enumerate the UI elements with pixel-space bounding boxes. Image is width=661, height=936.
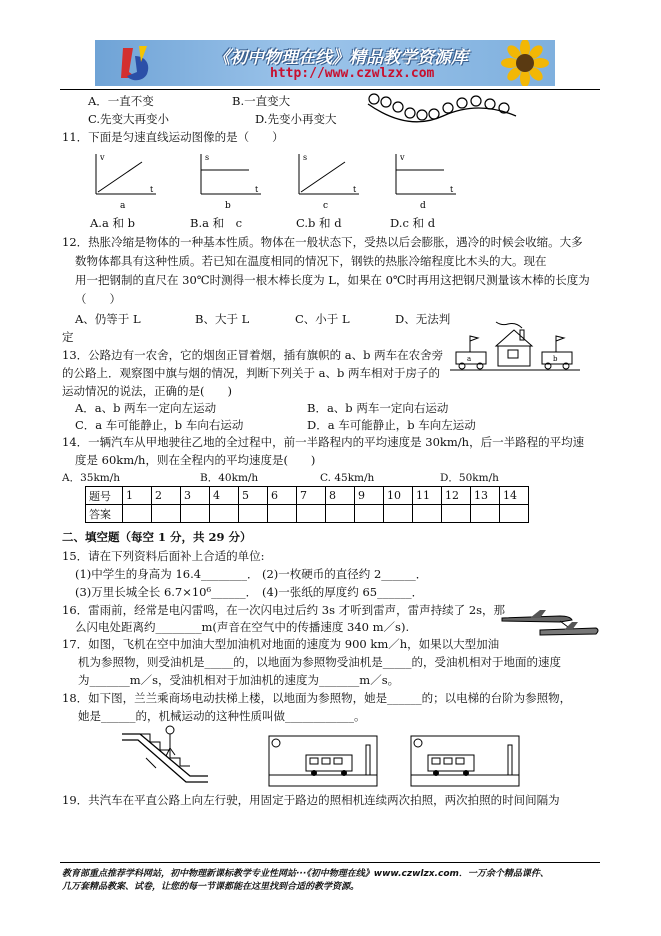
q12-line3: 用一把钢制的直尺在 30℃时测得一根木棒长度为 L，如果在 0℃时再用这把钢尺测量该木棒的长度为 — [75, 273, 590, 287]
q11-graph-c — [293, 150, 363, 212]
escalator-figure — [120, 724, 210, 786]
answer-cell[interactable] — [239, 505, 268, 523]
footer-line1: 教育部重点推荐学科网站，初中物理新课标教学专业性网站···《初中物理在线》www.czwlzx.com．一万余个精品课件、 — [62, 869, 549, 879]
q16-line2: 么闪电处距离约________m(声音在空气中的传播速度 340 m／s). — [75, 620, 410, 634]
answer-cell[interactable] — [442, 505, 471, 523]
q10-option-d: D.先变小再变大 — [255, 112, 337, 126]
q14-option-b: B．40km/h — [200, 472, 259, 484]
q14-option-a: A．35km/h — [62, 472, 121, 484]
q16-line1: 16．雷雨前，经常是电闪雷鸣，在一次闪电过后约 3s 才听到雷声，雷声持续了 2s，那 — [62, 603, 506, 617]
q11-graph-d — [390, 150, 460, 212]
answer-table-number: 13 — [471, 487, 500, 505]
q15-item3: (3)万里长城全长 6.7×10⁶______． — [75, 585, 258, 599]
answer-cell[interactable] — [326, 505, 355, 523]
logo-icon — [115, 42, 155, 86]
q11-graph-a-axis: v — [100, 153, 105, 162]
answer-cell[interactable] — [384, 505, 413, 523]
answer-cell[interactable] — [210, 505, 239, 523]
answer-cell[interactable] — [500, 505, 529, 523]
q19-line1: 19．共汽车在平直公路上向左行驶，用固定于路边的照相机连续两次拍照，两次拍照的时间间隔为 — [62, 793, 560, 807]
header-rule — [60, 89, 600, 90]
q14-line2: 度是 60km/h，则在全程内的平均速度是( ) — [75, 453, 316, 467]
q12-option-b: B、大于 L — [195, 312, 250, 326]
q17-line1: 17．如图，飞机在空中加油大型加油机对地面的速度为 900 km／h，如果以大型加油 — [62, 637, 500, 651]
q13-option-d: D．a 车可能静止，b 车向左运动 — [307, 418, 476, 432]
q10-option-c: C.先变大再变小 — [88, 112, 170, 126]
q13-car-b-label: b — [553, 355, 558, 363]
q11-graph-c-axis: s — [303, 153, 308, 162]
roller-track-figure — [368, 92, 518, 134]
answer-cell[interactable] — [123, 505, 152, 523]
answer-table-header-row — [86, 487, 529, 505]
q11-graph-b-t: t — [255, 185, 259, 194]
answer-table-number: 10 — [384, 487, 413, 505]
answer-table-number: 12 — [442, 487, 471, 505]
q11-graph-c-t: t — [353, 185, 357, 194]
q13-car-a-label: a — [467, 355, 472, 363]
q11-graph-d-t: t — [450, 185, 454, 194]
q13-option-c: C．a 车可能静止，b 车向右运动 — [75, 418, 244, 432]
q12-option-a: A、仍等于 L — [75, 312, 141, 326]
q13-farmhouse-figure — [450, 318, 580, 378]
answer-cell[interactable] — [297, 505, 326, 523]
q17-line2: 机为参照物，则受油机是_____的，以地面为参照物受油机是_____的，受油机相对于地面的速度 — [78, 655, 561, 669]
answer-table-number: 14 — [500, 487, 529, 505]
q13-option-a: A．a、b 两车一定向左运动 — [75, 401, 217, 415]
q14-line1: 14．一辆汽车从甲地驶往乙地的全过程中，前一半路程内的平均速度是 30km/h，后一半路程的平均速 — [62, 435, 585, 449]
q11-graph-a-label: a — [120, 201, 126, 211]
answer-table-row1-label: 题号 — [86, 487, 123, 505]
footer-line2: 几万套精品教案、试卷，让您的每一节课都能在这里找到合适的教学资源。 — [62, 882, 360, 892]
q11-graph-a — [90, 150, 160, 212]
answer-table-number: 11 — [413, 487, 442, 505]
q13-line1: 13．公路边有一农舍，它的烟囱正冒着烟，插有旗帜的 a、b 两车在农舍旁 — [62, 348, 444, 362]
answer-table-number: 3 — [181, 487, 210, 505]
q12-line4: （ ） — [75, 292, 121, 306]
q14-option-d: D．50km/h — [440, 472, 499, 484]
q11-graph-b — [195, 150, 265, 212]
q11-stem: 11．下面是匀速直线运动图像的是（ ） — [62, 130, 284, 144]
q15-item1: (1)中学生的身高为 16.4________． — [75, 567, 259, 581]
q15-item4: (4)一张纸的厚度约 65______． — [262, 585, 424, 599]
answer-cell[interactable] — [152, 505, 181, 523]
answer-table-row2-label: 答案 — [86, 505, 123, 523]
q13-option-b: B．a、b 两车一定向右运动 — [307, 401, 449, 415]
banner-title: 《初中物理在线》精品教学资源库 — [213, 48, 468, 68]
q17-line3: 为_______m／s，受油机相对于加油机的速度为_______m／s。 — [78, 673, 400, 687]
answer-cell[interactable] — [355, 505, 384, 523]
bus-photo-frame-2 — [410, 735, 520, 787]
answer-cell[interactable] — [268, 505, 297, 523]
answer-table-number: 1 — [123, 487, 152, 505]
section2-title: 二、填空题（每空 1 分，共 29 分） — [62, 530, 252, 544]
sunflower-icon — [495, 40, 555, 86]
q11-graph-d-axis: v — [400, 153, 405, 162]
answer-table-number: 6 — [268, 487, 297, 505]
answer-cell[interactable] — [181, 505, 210, 523]
answer-table-number: 9 — [355, 487, 384, 505]
q13-line3: 运动情况的说法，正确的是( ) — [62, 384, 232, 398]
q12-line2: 数物体都具有这种性质。若已知在温度相同的情况下，钢铁的热胀冷缩程度比木头的大。现在 — [75, 254, 547, 268]
q15-item2: (2)一枚硬币的直径约 2______． — [262, 567, 428, 581]
q11-graph-c-label: c — [323, 201, 329, 211]
answer-table-answer-row — [86, 505, 529, 523]
answer-table — [85, 486, 529, 523]
q11-option-c: C.b 和 d — [296, 216, 342, 230]
q15-stem: 15．请在下列资料后面补上合适的单位: — [62, 549, 265, 563]
q12-line1: 12．热胀冷缩是物体的一种基本性质。物体在一般状态下，受热以后会膨胀，遇冷的时候会收缩。大多 — [62, 235, 583, 249]
q14-option-c: C. 45km/h — [320, 472, 375, 484]
bus-photo-frame-1 — [268, 735, 378, 787]
q11-graph-b-axis: s — [205, 153, 210, 162]
q12-option-c: C、小于 L — [295, 312, 350, 326]
answer-cell[interactable] — [413, 505, 442, 523]
q10-option-a: A．一直不变 — [88, 94, 154, 108]
q18-line1: 18．如下图，兰兰乘商场电动扶梯上楼，以地面为参照物，她是______的；以电梯的台阶为参照物， — [62, 691, 572, 705]
q11-option-a: A.a 和 b — [90, 216, 135, 230]
footer-rule — [60, 862, 600, 863]
answer-table-number: 4 — [210, 487, 239, 505]
answer-cell[interactable] — [471, 505, 500, 523]
q11-graph-d-label: d — [420, 201, 426, 211]
answer-table-number: 2 — [152, 487, 181, 505]
answer-table-number: 7 — [297, 487, 326, 505]
banner-url: http://www.czwlzx.com — [270, 66, 435, 81]
q11-graph-a-t: t — [150, 185, 154, 194]
q12-option-d-cont: 定 — [62, 330, 74, 344]
q11-graph-b-label: b — [225, 201, 231, 211]
q10-option-b: B.一直变大 — [232, 94, 291, 108]
answer-table-number: 8 — [326, 487, 355, 505]
q18-line2: 她是______的，机械运动的这种性质叫做____________。 — [78, 709, 366, 723]
q11-option-b: B.a 和 c — [190, 216, 243, 230]
q12-option-d: D、无法判 — [395, 312, 451, 326]
answer-table-number: 5 — [239, 487, 268, 505]
q11-option-d: D.c 和 d — [390, 216, 436, 230]
airplane-refuel-figure — [500, 608, 600, 644]
header-banner — [95, 40, 555, 86]
q13-line2: 的公路上．观察图中旗与烟的情况，判断下列关于 a、b 两车相对于房子的 — [62, 366, 441, 380]
